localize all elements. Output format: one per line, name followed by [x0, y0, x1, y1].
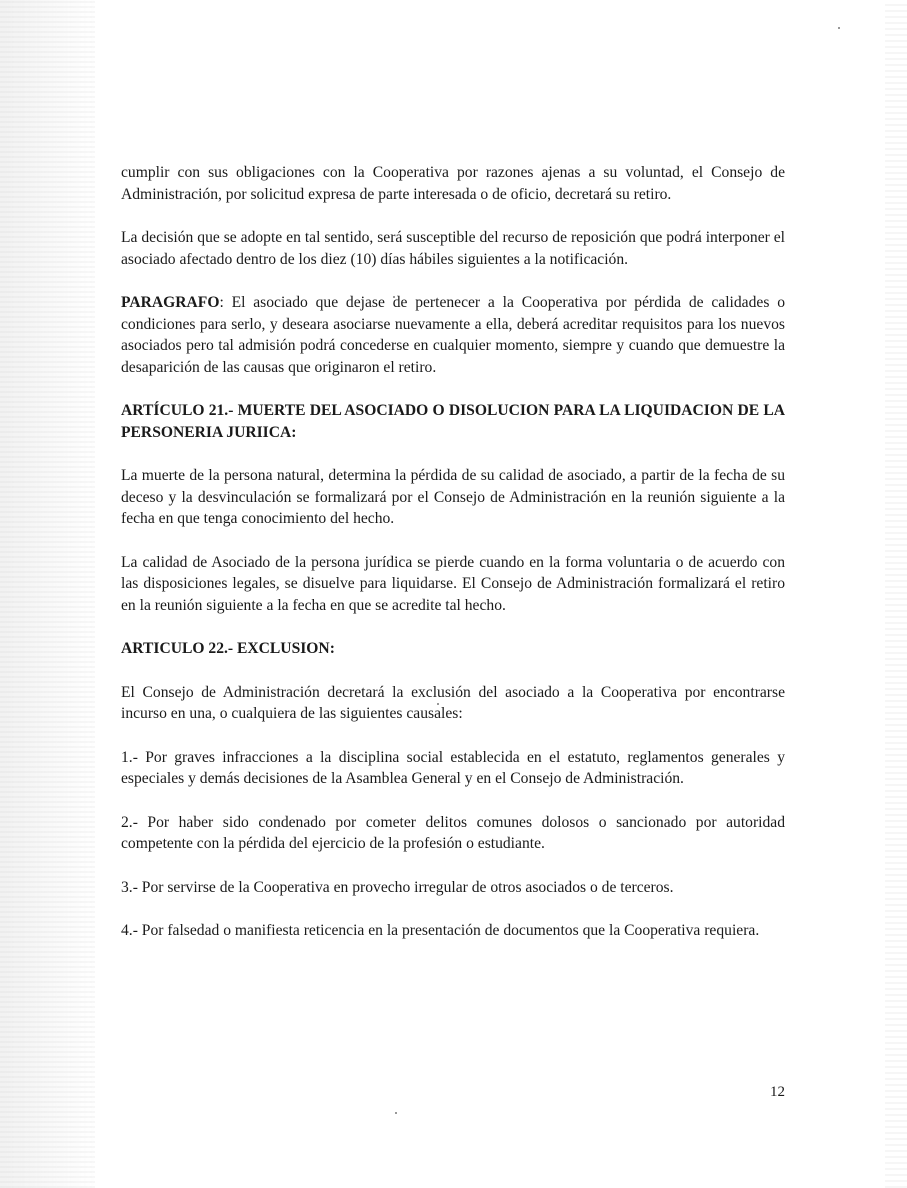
heading-articulo-22: ARTICULO 22.- EXCLUSION: [121, 640, 335, 657]
paragrafo-label: PARAGRAFO [121, 294, 220, 311]
document-body [121, 162, 785, 964]
paragraph-persona-juridica: La calidad de Asociado de la persona jurídica se pierde cuando en la forma voluntaria o de acuerdo con las disposiciones legales, se disuelve para liquidarse. El Consejo de Administración formalizará el retiro en la reunión siguiente a la fecha en que se acredite tal hecho. [121, 553, 785, 614]
paragraph-retiro: cumplir con sus obligaciones con la Cooperativa por razones ajenas a su voluntad, el Consejo de Administración, por solicitud expresa de parte interesada o de oficio, decretará su retiro. [121, 164, 785, 203]
paragraph-exclusion: El Consejo de Administración decretará la exclusión del asociado a la Cooperativa por encontrarse incurso en una, o cualquiera de las siguientes causales: [121, 683, 785, 722]
list-item-causal-3: 3.- Por servirse de la Cooperativa en provecho irregular de otros asociados o de terceros. [121, 878, 674, 896]
list-item-causal-2: 2.- Por haber sido condenado por cometer delitos comunes dolosos o sancionado por autoridad competente con la pérdida del ejercicio de la profesión o estudiante. [121, 813, 785, 852]
scan-edge-artifact-right [885, 0, 907, 1188]
paragraph-paragrafo [121, 292, 785, 378]
scan-edge-artifact [0, 0, 95, 1188]
heading-articulo-21: ARTÍCULO 21.- MUERTE DEL ASOCIADO O DISOLUCION PARA LA LIQUIDACION DE LA PERSONERIA JURIICA: [121, 402, 785, 441]
list-item-causal-1: 1.- Por graves infracciones a la disciplina social establecida en el estatuto, reglamentos generales y especiales y demás decisiones de la Asamblea General y en el Consejo de Administración. [121, 748, 785, 787]
paragraph-muerte: La muerte de la persona natural, determina la pérdida de su calidad de asociado, a partir de la fecha de su deceso y la desvinculación se formalizará por el Consejo de Administración en la reunión siguiente a la fecha en que tenga conocimiento del hecho. [121, 467, 785, 527]
page-number: 12 [770, 1084, 785, 1100]
scan-speck [395, 1112, 397, 1114]
scan-speck [838, 27, 840, 29]
paragraph-recurso: La decisión que se adopte en tal sentido, será susceptible del recurso de reposición que podrá interponer el asociado afectado dentro de los diez (10) días hábiles siguientes a la notificación. [121, 229, 785, 268]
paragrafo-text: : El asociado que dejase de pertenecer a la Cooperativa por pérdida de calidades o condiciones para serlo, y deseara asociarse nuevamente a ella, deberá acreditar requisitos para los nuevos asociados pero tal admisión podrá concederse en cualquier momento, siempre y cuando que demuestre la desaparición de las causas que originaron el retiro. [121, 294, 785, 376]
list-item-causal-4: 4.- Por falsedad o manifiesta reticencia en la presentación de documentos que la Cooperativa requiera. [121, 922, 760, 939]
